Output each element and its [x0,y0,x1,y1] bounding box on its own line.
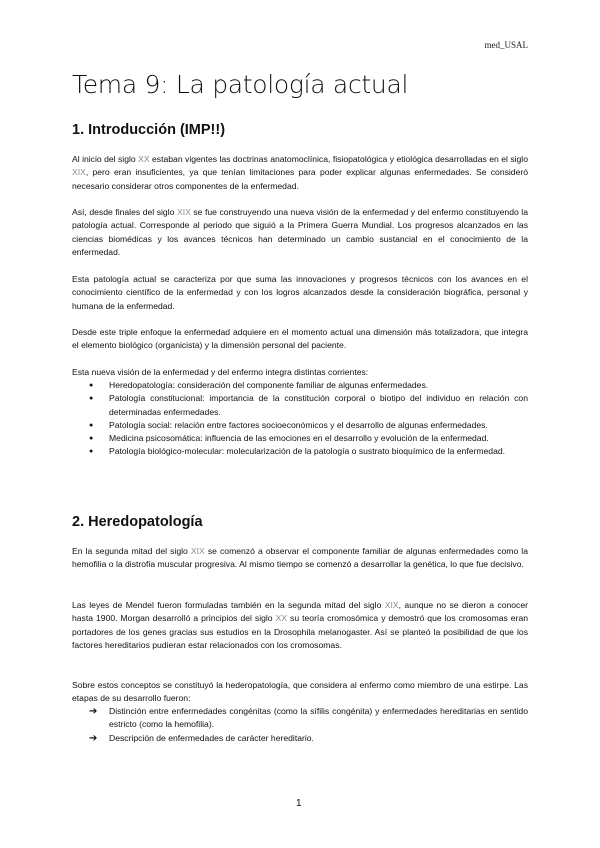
section-2-paragraph-3: Sobre estos conceptos se constituyó la hederopatología, que considera al enfermo como miembro de una estirpe. Las etapas de su desarrollo fueron: [72,680,528,704]
list-item: ● Patología social: relación entre factores socioeconómicos y el desarrollo de algunas enfermedades. [72,419,528,432]
list-item: ➔ Distinción entre enfermedades congénitas (como la sífilis congénita) y enfermedades hereditarias en sentido estricto (como la hemofilia). [89,706,528,730]
stages-list [72,705,528,745]
arrow-right-icon: ➔ [89,732,98,744]
century-label: XIX [176,207,191,217]
list-item: ● Heredopatología: consideración del componente familiar de algunas enfermedades. [72,379,528,392]
list-item: ➔ Descripción de enfermedades de carácter hereditario. [89,732,314,744]
century-label: XIX [384,600,399,610]
header-tag: med_USAL [484,40,528,50]
currents-list [72,379,528,459]
section-1-paragraph-2: Así, desde finales del siglo XIX se fue construyendo una nueva visión de la enfermedad y del enfermo constituyendo la patología actual. Corresponde al periodo que siguió a la Primera Guerra Mundial. Los progresos alcanzados en las ciencias biomédicas y los avances técnicos han determinado un cambio sustancial en el conocimiento de la enfermedad. [72,207,528,257]
century-label: XX [275,613,288,624]
century-label: XIX [72,167,86,178]
page-number: 1 [296,798,302,809]
section-2-paragraph-2: Las leyes de Mendel fueron formuladas también en la segunda mitad del siglo XIX, aunque no se dieron a conocer hasta 1900. Morgan desarrolló a principios del siglo XX su teoría cromosómica y demostró que los cromosomas eran portadores de los genes gracias sus estudios en la Drosophila melanogaster. Así se planteó la posibilidad de que los factores hereditarios pudieran estar relacionados con los cromosomas. [72,600,528,650]
section-1-paragraph-1: Al inicio del siglo XX estaban vigentes las doctrinas anatomoclínica, fisiopatológica y etiológica desarrolladas en el siglo XIX, pero eran insuficientes, ya que tenían limitaciones para poder explicar algunas enfermedades. Se consideró necesario considerar otros componentes de la enfermedad. [72,154,528,191]
arrow-right-icon: ➔ [89,706,98,717]
section-1-paragraph-4: Desde este triple enfoque la enfermedad adquiere en el momento actual una dimensión más totalizadora, que integra el elemento biológico (organicista) y la dimensión personal del paciente. [72,327,528,351]
list-item: ● Medicina psicosomática: influencia de las emociones en el desarrollo y evolución de la enfermedad. [72,432,528,445]
list-item: ● Patología constitucional: importancia de la constitución corporal o biotipo del individuo en relación con determinadas enfermedades. [72,392,528,419]
list-item: ● Patología biológico-molecular: molecularización de la patología o sustrato bioquímico de la enfermedad. [72,445,528,458]
section-2-paragraph-1: En la segunda mitad del siglo XIX se comenzó a observar el componente familiar de algunas enfermedades como la hemofilia o la distrofia muscular progresiva. Al mismo tiempo se comenzó a desarrollar la genética, lo que fue decisivo. [72,546,528,570]
century-label: XX [138,154,150,164]
section-1-heading: 1. Introducción (IMP!!) [72,122,226,138]
section-1-paragraph-3: Esta patología actual se caracteriza por que suma las innovaciones y progresos técnicos con los avances en el conocimiento científico de la enfermedad y con los logros alcanzados desde la consideración biográfica, personal y humana de la enfermedad. [72,274,528,311]
section-2-heading: 2. Heredopatología [72,514,203,530]
page-title: Tema 9: La patología actual [72,70,409,99]
century-label: XIX [190,546,205,556]
section-1-paragraph-5: Esta nueva visión de la enfermedad y del enfermo integra distintas corrientes: [72,367,369,377]
